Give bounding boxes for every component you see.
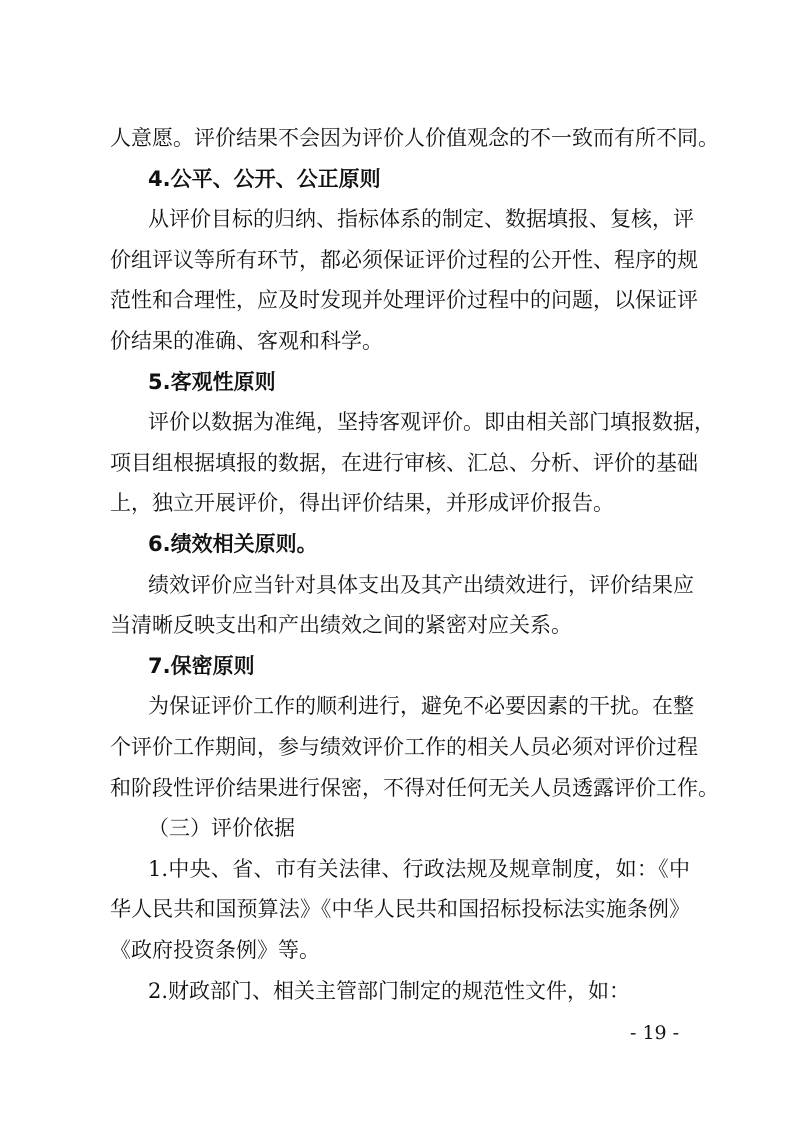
paragraph-line: 范性和合理性，应及时发现并处理评价过程中的问题，以保证评 — [110, 288, 698, 312]
paragraph-line: 个评价工作期间，参与绩效评价工作的相关人员必须对评价过程 — [110, 735, 698, 759]
paragraph-line: 2.财政部门、相关主管部门制定的规范性文件，如： — [148, 979, 631, 1003]
section-heading: 6.绩效相关原则。 — [148, 532, 318, 556]
paragraph-line: 价组评议等所有环节，都必须保证评价过程的公开性、程序的规 — [110, 248, 698, 272]
section-heading: 5.客观性原则 — [148, 370, 276, 394]
paragraph-line: 人意愿。评价结果不会因为评价人价值观念的不一致而有所不同。 — [110, 126, 719, 150]
paragraph-line: 上，独立开展评价，得出评价结果，并形成评价报告。 — [110, 491, 614, 515]
paragraph-line: 项目组根据填报的数据，在进行审核、汇总、分析、评价的基础 — [110, 451, 698, 475]
subsection-heading: （三）评价依据 — [148, 816, 295, 840]
paragraph-line: 价结果的准确、客观和科学。 — [110, 329, 383, 353]
paragraph-line: 从评价目标的归纳、指标体系的制定、数据填报、复核，评 — [148, 207, 694, 231]
section-heading: 7.保密原则 — [148, 654, 255, 678]
paragraph-line: 当清晰反映支出和产出绩效之间的紧密对应关系。 — [110, 613, 572, 637]
paragraph-line: 为保证评价工作的顺利进行，避免不必要因素的干扰。在整 — [148, 694, 694, 718]
paragraph-line: 1.中央、省、市有关法律、行政法规及规章制度，如：《中 — [148, 857, 690, 881]
paragraph-line: 评价以数据为准绳，坚持客观评价。即由相关部门填报数据， — [148, 410, 715, 434]
section-heading: 4.公平、公开、公正原则 — [148, 167, 381, 191]
page-number: - 19 - — [630, 1022, 680, 1044]
paragraph-line: 华人民共和国预算法》《中华人民共和国招标投标法实施条例》 — [110, 897, 690, 921]
paragraph-line: 绩效评价应当针对具体支出及其产出绩效进行，评价结果应 — [148, 573, 694, 597]
paragraph-line: 和阶段性评价结果进行保密，不得对任何无关人员透露评价工作。 — [110, 776, 719, 800]
paragraph-line: 《政府投资条例》等。 — [110, 938, 320, 962]
